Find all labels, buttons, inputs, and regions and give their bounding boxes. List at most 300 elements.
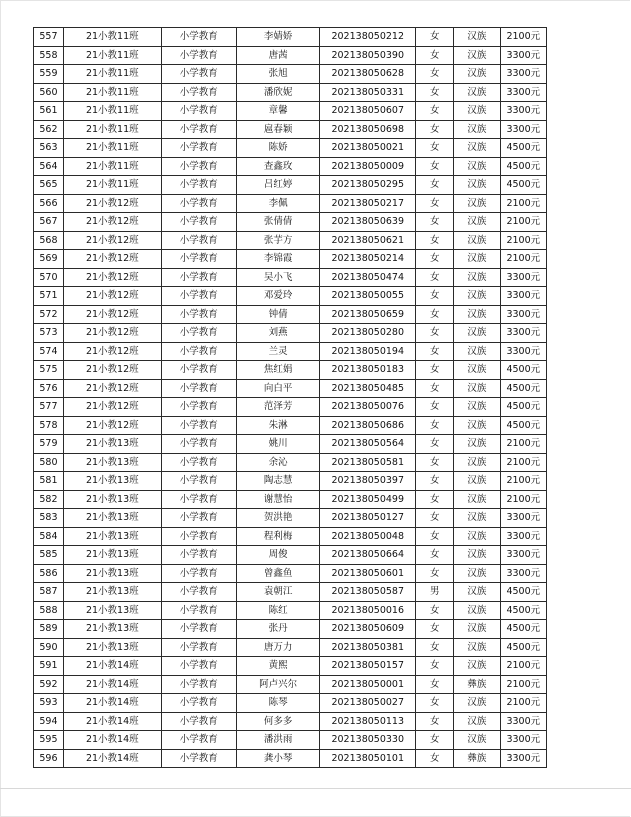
table-row	[34, 527, 547, 546]
gender-cell: 女	[416, 176, 454, 195]
class-cell: 21小教14班	[63, 694, 161, 713]
table-row	[34, 305, 547, 324]
class-cell: 21小教13班	[63, 509, 161, 528]
class-cell: 21小教12班	[63, 398, 161, 417]
amount-cell: 2100元	[500, 490, 546, 509]
ethnicity-cell: 汉族	[454, 694, 500, 713]
row-number-cell: 557	[34, 28, 64, 47]
row-number-cell: 579	[34, 435, 64, 454]
student-name-cell: 张芋方	[236, 231, 319, 250]
table-row	[34, 638, 547, 657]
ethnicity-cell: 汉族	[454, 139, 500, 158]
student-id-cell: 202138050295	[320, 176, 416, 195]
gender-cell: 女	[416, 379, 454, 398]
ethnicity-cell: 汉族	[454, 490, 500, 509]
amount-cell: 3300元	[500, 509, 546, 528]
class-cell: 21小教11班	[63, 120, 161, 139]
gender-cell: 女	[416, 287, 454, 306]
student-name-cell: 何多多	[236, 712, 319, 731]
class-cell: 21小教11班	[63, 83, 161, 102]
ethnicity-cell: 汉族	[454, 250, 500, 269]
gender-cell: 女	[416, 120, 454, 139]
student-id-cell: 202138050048	[320, 527, 416, 546]
amount-cell: 3300元	[500, 287, 546, 306]
amount-cell: 2100元	[500, 213, 546, 232]
amount-cell: 4500元	[500, 361, 546, 380]
row-number-cell: 596	[34, 749, 64, 768]
student-id-cell: 202138050581	[320, 453, 416, 472]
student-id-cell: 202138050194	[320, 342, 416, 361]
student-id-cell: 202138050212	[320, 28, 416, 47]
gender-cell: 女	[416, 435, 454, 454]
major-cell: 小学教育	[161, 213, 236, 232]
table-row	[34, 139, 547, 158]
student-name-cell: 潘欣妮	[236, 83, 319, 102]
row-number-cell: 589	[34, 620, 64, 639]
amount-cell: 2100元	[500, 657, 546, 676]
class-cell: 21小教12班	[63, 305, 161, 324]
row-number-cell: 558	[34, 46, 64, 65]
ethnicity-cell: 汉族	[454, 231, 500, 250]
amount-cell: 2100元	[500, 250, 546, 269]
gender-cell: 女	[416, 250, 454, 269]
amount-cell: 3300元	[500, 527, 546, 546]
ethnicity-cell: 汉族	[454, 268, 500, 287]
amount-cell: 4500元	[500, 398, 546, 417]
row-number-cell: 559	[34, 65, 64, 84]
student-name-cell: 龚小琴	[236, 749, 319, 768]
ethnicity-cell: 汉族	[454, 213, 500, 232]
student-name-cell: 吕红婷	[236, 176, 319, 195]
class-cell: 21小教12班	[63, 324, 161, 343]
amount-cell: 4500元	[500, 379, 546, 398]
major-cell: 小学教育	[161, 712, 236, 731]
student-name-cell: 邓爱玲	[236, 287, 319, 306]
student-name-cell: 兰灵	[236, 342, 319, 361]
ethnicity-cell: 汉族	[454, 509, 500, 528]
student-name-cell: 张旭	[236, 65, 319, 84]
class-cell: 21小教14班	[63, 731, 161, 750]
amount-cell: 3300元	[500, 324, 546, 343]
row-number-cell: 565	[34, 176, 64, 195]
major-cell: 小学教育	[161, 83, 236, 102]
gender-cell: 女	[416, 453, 454, 472]
gender-cell: 女	[416, 546, 454, 565]
row-number-cell: 576	[34, 379, 64, 398]
student-name-cell: 贺洪艳	[236, 509, 319, 528]
table-row	[34, 453, 547, 472]
ethnicity-cell: 汉族	[454, 379, 500, 398]
ethnicity-cell: 汉族	[454, 601, 500, 620]
class-cell: 21小教14班	[63, 657, 161, 676]
gender-cell: 女	[416, 620, 454, 639]
ethnicity-cell: 汉族	[454, 398, 500, 417]
class-cell: 21小教13班	[63, 564, 161, 583]
student-roster-table	[33, 27, 547, 768]
gender-cell: 女	[416, 527, 454, 546]
table-row	[34, 194, 547, 213]
major-cell: 小学教育	[161, 65, 236, 84]
row-number-cell: 569	[34, 250, 64, 269]
amount-cell: 4500元	[500, 620, 546, 639]
table-row	[34, 472, 547, 491]
gender-cell: 女	[416, 712, 454, 731]
student-id-cell: 202138050280	[320, 324, 416, 343]
amount-cell: 3300元	[500, 546, 546, 565]
amount-cell: 3300元	[500, 120, 546, 139]
class-cell: 21小教13班	[63, 472, 161, 491]
row-number-cell: 595	[34, 731, 64, 750]
major-cell: 小学教育	[161, 176, 236, 195]
major-cell: 小学教育	[161, 527, 236, 546]
amount-cell: 3300元	[500, 305, 546, 324]
ethnicity-cell: 汉族	[454, 731, 500, 750]
student-name-cell: 刘燕	[236, 324, 319, 343]
student-name-cell: 李婧娇	[236, 28, 319, 47]
ethnicity-cell: 汉族	[454, 305, 500, 324]
student-name-cell: 袁朝江	[236, 583, 319, 602]
row-number-cell: 582	[34, 490, 64, 509]
class-cell: 21小教12班	[63, 416, 161, 435]
row-number-cell: 593	[34, 694, 64, 713]
table-row	[34, 490, 547, 509]
amount-cell: 4500元	[500, 601, 546, 620]
student-id-cell: 202138050027	[320, 694, 416, 713]
major-cell: 小学教育	[161, 435, 236, 454]
ethnicity-cell: 汉族	[454, 361, 500, 380]
ethnicity-cell: 汉族	[454, 102, 500, 121]
student-name-cell: 曾鑫鱼	[236, 564, 319, 583]
row-number-cell: 592	[34, 675, 64, 694]
row-number-cell: 571	[34, 287, 64, 306]
student-id-cell: 202138050055	[320, 287, 416, 306]
major-cell: 小学教育	[161, 546, 236, 565]
gender-cell: 女	[416, 564, 454, 583]
major-cell: 小学教育	[161, 657, 236, 676]
student-id-cell: 202138050330	[320, 731, 416, 750]
major-cell: 小学教育	[161, 305, 236, 324]
student-name-cell: 陈红	[236, 601, 319, 620]
table-row	[34, 213, 547, 232]
table-row	[34, 361, 547, 380]
student-id-cell: 202138050664	[320, 546, 416, 565]
row-number-cell: 566	[34, 194, 64, 213]
class-cell: 21小教12班	[63, 361, 161, 380]
table-row	[34, 675, 547, 694]
class-cell: 21小教13班	[63, 453, 161, 472]
gender-cell: 女	[416, 102, 454, 121]
major-cell: 小学教育	[161, 28, 236, 47]
student-id-cell: 202138050016	[320, 601, 416, 620]
student-id-cell: 202138050601	[320, 564, 416, 583]
major-cell: 小学教育	[161, 46, 236, 65]
gender-cell: 女	[416, 638, 454, 657]
student-name-cell: 张丹	[236, 620, 319, 639]
ethnicity-cell: 汉族	[454, 435, 500, 454]
student-name-cell: 张倩倩	[236, 213, 319, 232]
gender-cell: 女	[416, 231, 454, 250]
row-number-cell: 560	[34, 83, 64, 102]
class-cell: 21小教12班	[63, 250, 161, 269]
ethnicity-cell: 汉族	[454, 65, 500, 84]
class-cell: 21小教11班	[63, 139, 161, 158]
row-number-cell: 586	[34, 564, 64, 583]
student-name-cell: 周俊	[236, 546, 319, 565]
table-row	[34, 564, 547, 583]
major-cell: 小学教育	[161, 620, 236, 639]
row-number-cell: 591	[34, 657, 64, 676]
amount-cell: 2100元	[500, 194, 546, 213]
student-id-cell: 202138050698	[320, 120, 416, 139]
gender-cell: 女	[416, 657, 454, 676]
ethnicity-cell: 汉族	[454, 287, 500, 306]
gender-cell: 女	[416, 472, 454, 491]
major-cell: 小学教育	[161, 453, 236, 472]
gender-cell: 女	[416, 305, 454, 324]
table-row	[34, 176, 547, 195]
student-id-cell: 202138050127	[320, 509, 416, 528]
amount-cell: 3300元	[500, 268, 546, 287]
student-name-cell: 李锦霞	[236, 250, 319, 269]
row-number-cell: 564	[34, 157, 64, 176]
row-number-cell: 563	[34, 139, 64, 158]
student-name-cell: 陈琴	[236, 694, 319, 713]
table-row	[34, 324, 547, 343]
table-row	[34, 46, 547, 65]
student-id-cell: 202138050113	[320, 712, 416, 731]
major-cell: 小学教育	[161, 749, 236, 768]
ethnicity-cell: 汉族	[454, 620, 500, 639]
table-row	[34, 749, 547, 768]
major-cell: 小学教育	[161, 564, 236, 583]
class-cell: 21小教11班	[63, 46, 161, 65]
major-cell: 小学教育	[161, 287, 236, 306]
table-row	[34, 342, 547, 361]
table-row	[34, 250, 547, 269]
table-row	[34, 657, 547, 676]
major-cell: 小学教育	[161, 490, 236, 509]
student-name-cell: 陈娇	[236, 139, 319, 158]
gender-cell: 女	[416, 361, 454, 380]
student-id-cell: 202138050686	[320, 416, 416, 435]
class-cell: 21小教13班	[63, 546, 161, 565]
major-cell: 小学教育	[161, 509, 236, 528]
student-name-cell: 向白平	[236, 379, 319, 398]
student-name-cell: 潘洪雨	[236, 731, 319, 750]
major-cell: 小学教育	[161, 324, 236, 343]
student-name-cell: 章馨	[236, 102, 319, 121]
major-cell: 小学教育	[161, 472, 236, 491]
class-cell: 21小教13班	[63, 638, 161, 657]
row-number-cell: 583	[34, 509, 64, 528]
major-cell: 小学教育	[161, 231, 236, 250]
ethnicity-cell: 汉族	[454, 28, 500, 47]
major-cell: 小学教育	[161, 416, 236, 435]
table-row	[34, 731, 547, 750]
class-cell: 21小教14班	[63, 712, 161, 731]
ethnicity-cell: 彝族	[454, 675, 500, 694]
student-id-cell: 202138050076	[320, 398, 416, 417]
table-row	[34, 601, 547, 620]
student-id-cell: 202138050214	[320, 250, 416, 269]
row-number-cell: 590	[34, 638, 64, 657]
ethnicity-cell: 汉族	[454, 120, 500, 139]
student-id-cell: 202138050390	[320, 46, 416, 65]
amount-cell: 3300元	[500, 102, 546, 121]
student-id-cell: 202138050021	[320, 139, 416, 158]
table-row	[34, 546, 547, 565]
amount-cell: 4500元	[500, 139, 546, 158]
ethnicity-cell: 汉族	[454, 324, 500, 343]
major-cell: 小学教育	[161, 583, 236, 602]
student-name-cell: 唐茜	[236, 46, 319, 65]
student-id-cell: 202138050474	[320, 268, 416, 287]
amount-cell: 2100元	[500, 435, 546, 454]
amount-cell: 4500元	[500, 638, 546, 657]
row-number-cell: 587	[34, 583, 64, 602]
student-name-cell: 余沁	[236, 453, 319, 472]
ethnicity-cell: 汉族	[454, 583, 500, 602]
class-cell: 21小教12班	[63, 213, 161, 232]
table-row	[34, 435, 547, 454]
student-id-cell: 202138050639	[320, 213, 416, 232]
major-cell: 小学教育	[161, 675, 236, 694]
table-row	[34, 712, 547, 731]
gender-cell: 女	[416, 157, 454, 176]
amount-cell: 4500元	[500, 416, 546, 435]
major-cell: 小学教育	[161, 268, 236, 287]
amount-cell: 4500元	[500, 583, 546, 602]
class-cell: 21小教12班	[63, 231, 161, 250]
major-cell: 小学教育	[161, 139, 236, 158]
table-row	[34, 83, 547, 102]
gender-cell: 女	[416, 83, 454, 102]
class-cell: 21小教11班	[63, 157, 161, 176]
row-number-cell: 562	[34, 120, 64, 139]
gender-cell: 男	[416, 583, 454, 602]
ethnicity-cell: 汉族	[454, 657, 500, 676]
ethnicity-cell: 汉族	[454, 176, 500, 195]
student-id-cell: 202138050659	[320, 305, 416, 324]
row-number-cell: 580	[34, 453, 64, 472]
ethnicity-cell: 汉族	[454, 638, 500, 657]
class-cell: 21小教11班	[63, 28, 161, 47]
table-row	[34, 231, 547, 250]
table-row	[34, 416, 547, 435]
amount-cell: 2100元	[500, 694, 546, 713]
row-number-cell: 574	[34, 342, 64, 361]
student-id-cell: 202138050499	[320, 490, 416, 509]
row-number-cell: 584	[34, 527, 64, 546]
student-name-cell: 阿卢兴尔	[236, 675, 319, 694]
amount-cell: 3300元	[500, 712, 546, 731]
ethnicity-cell: 汉族	[454, 46, 500, 65]
gender-cell: 女	[416, 139, 454, 158]
major-cell: 小学教育	[161, 379, 236, 398]
class-cell: 21小教12班	[63, 342, 161, 361]
class-cell: 21小教13班	[63, 435, 161, 454]
major-cell: 小学教育	[161, 250, 236, 269]
table-row	[34, 398, 547, 417]
row-number-cell: 573	[34, 324, 64, 343]
class-cell: 21小教12班	[63, 287, 161, 306]
student-id-cell: 202138050628	[320, 65, 416, 84]
ethnicity-cell: 汉族	[454, 83, 500, 102]
ethnicity-cell: 汉族	[454, 194, 500, 213]
row-number-cell: 588	[34, 601, 64, 620]
ethnicity-cell: 汉族	[454, 342, 500, 361]
gender-cell: 女	[416, 342, 454, 361]
class-cell: 21小教11班	[63, 65, 161, 84]
student-name-cell: 焦红娟	[236, 361, 319, 380]
student-id-cell: 202138050381	[320, 638, 416, 657]
class-cell: 21小教13班	[63, 527, 161, 546]
student-id-cell: 202138050001	[320, 675, 416, 694]
amount-cell: 2100元	[500, 453, 546, 472]
major-cell: 小学教育	[161, 342, 236, 361]
amount-cell: 3300元	[500, 749, 546, 768]
ethnicity-cell: 汉族	[454, 472, 500, 491]
student-name-cell: 陶志慧	[236, 472, 319, 491]
gender-cell: 女	[416, 28, 454, 47]
student-name-cell: 唐万力	[236, 638, 319, 657]
class-cell: 21小教11班	[63, 102, 161, 121]
gender-cell: 女	[416, 749, 454, 768]
gender-cell: 女	[416, 268, 454, 287]
major-cell: 小学教育	[161, 601, 236, 620]
major-cell: 小学教育	[161, 194, 236, 213]
ethnicity-cell: 汉族	[454, 564, 500, 583]
major-cell: 小学教育	[161, 102, 236, 121]
table-row	[34, 28, 547, 47]
amount-cell: 3300元	[500, 564, 546, 583]
table-row	[34, 102, 547, 121]
student-id-cell: 202138050587	[320, 583, 416, 602]
gender-cell: 女	[416, 731, 454, 750]
amount-cell: 4500元	[500, 157, 546, 176]
table-row	[34, 620, 547, 639]
table-row	[34, 509, 547, 528]
amount-cell: 2100元	[500, 28, 546, 47]
table-row	[34, 287, 547, 306]
gender-cell: 女	[416, 490, 454, 509]
student-name-cell: 姚川	[236, 435, 319, 454]
student-name-cell: 谢慧怡	[236, 490, 319, 509]
gender-cell: 女	[416, 194, 454, 213]
class-cell: 21小教13班	[63, 490, 161, 509]
gender-cell: 女	[416, 65, 454, 84]
class-cell: 21小教14班	[63, 749, 161, 768]
amount-cell: 3300元	[500, 83, 546, 102]
table-row	[34, 583, 547, 602]
student-name-cell: 钟倩	[236, 305, 319, 324]
class-cell: 21小教11班	[63, 176, 161, 195]
class-cell: 21小教13班	[63, 583, 161, 602]
gender-cell: 女	[416, 675, 454, 694]
major-cell: 小学教育	[161, 731, 236, 750]
major-cell: 小学教育	[161, 120, 236, 139]
student-id-cell: 202138050607	[320, 102, 416, 121]
amount-cell: 3300元	[500, 65, 546, 84]
gender-cell: 女	[416, 213, 454, 232]
gender-cell: 女	[416, 416, 454, 435]
student-name-cell: 李佩	[236, 194, 319, 213]
amount-cell: 3300元	[500, 731, 546, 750]
table-row	[34, 268, 547, 287]
major-cell: 小学教育	[161, 694, 236, 713]
student-name-cell: 范泽芳	[236, 398, 319, 417]
gender-cell: 女	[416, 509, 454, 528]
